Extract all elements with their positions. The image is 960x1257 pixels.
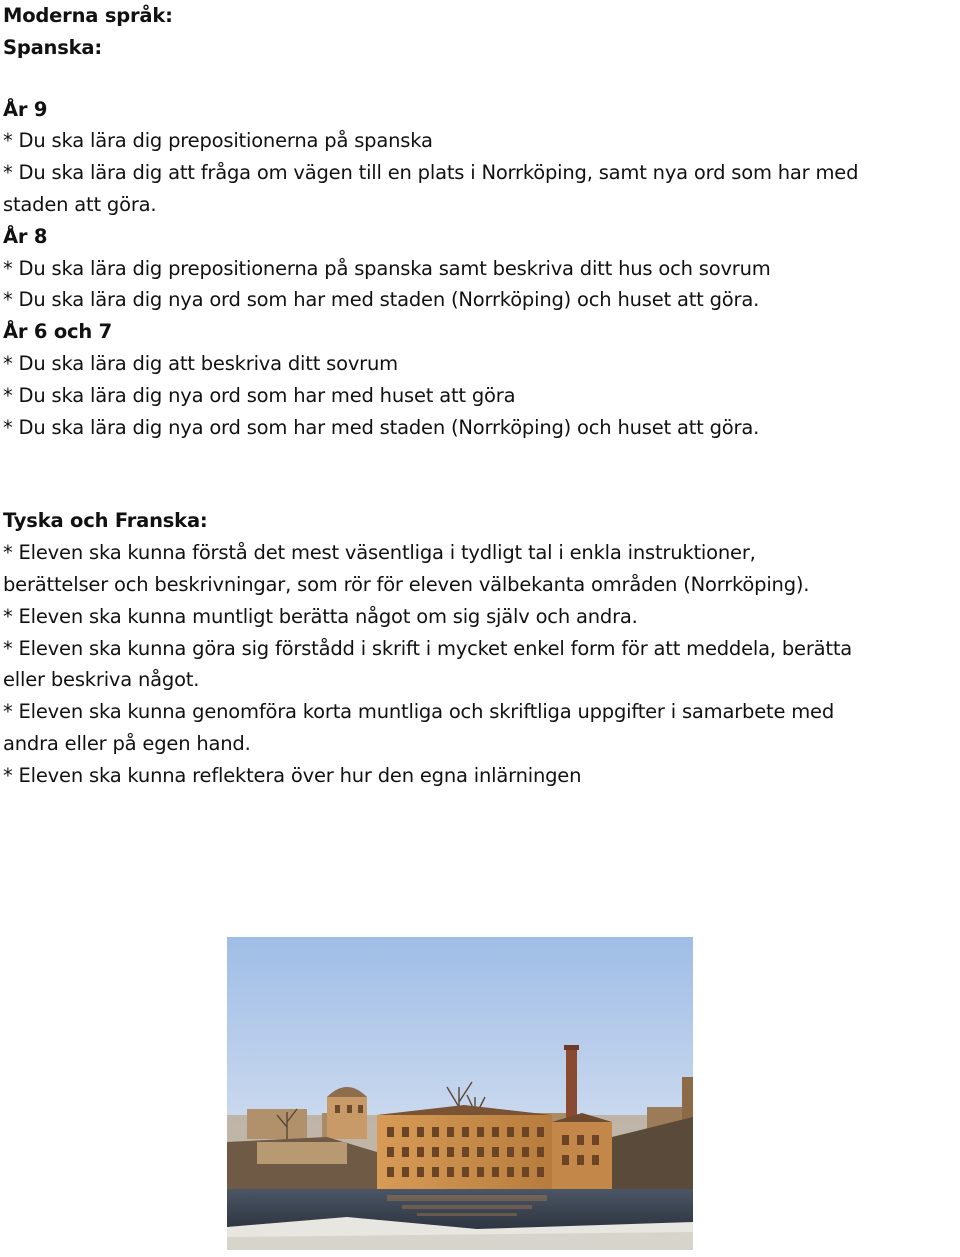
list-item: * Du ska lära dig prepositionerna på spanska samt beskriva ditt hus och sovrum — [3, 256, 771, 280]
photo-illustration — [227, 937, 693, 1250]
subsection-title-german-french: Tyska och Franska: — [3, 509, 208, 533]
left-building — [257, 1142, 347, 1164]
year-heading-6-7: År 6 och 7 — [3, 320, 113, 344]
section-title-modern-languages: Moderna språk: — [3, 4, 173, 27]
year-heading-8: År 8 — [3, 224, 48, 248]
list-item: * Du ska lära dig nya ord som har med staden (Norrköping) och huset att göra. — [3, 415, 760, 439]
list-item: * Eleven ska kunna muntligt berätta något om sig själv och andra. — [3, 604, 638, 628]
list-item: * Eleven ska kunna reflektera över hur den egna inlärningen — [3, 763, 582, 787]
main-factory — [377, 1105, 612, 1193]
year-heading-9: År 9 — [3, 97, 48, 121]
list-item-continuation: eller beskriva något. — [3, 668, 200, 692]
list-item: * Du ska lära dig nya ord som har med staden (Norrköping) och huset att göra. — [3, 288, 760, 312]
chimney-top — [564, 1045, 579, 1050]
list-item-continuation: staden att göra. — [3, 192, 157, 216]
norrkoping-photo — [227, 937, 693, 1250]
list-item: * Eleven ska kunna göra sig förstådd i skrift i mycket enkel form för att meddela, berätta — [3, 636, 853, 660]
list-item: * Eleven ska kunna genomföra korta muntliga och skriftliga uppgifter i samarbete med — [3, 700, 835, 724]
domed-building — [327, 1087, 367, 1139]
list-item: * Du ska lära dig prepositionerna på spanska — [3, 129, 433, 153]
list-item: * Du ska lära dig att fråga om vägen till en plats i Norrköping, samt nya ord som har med — [3, 161, 859, 185]
document — [3, 0, 958, 792]
list-item-continuation: andra eller på egen hand. — [3, 731, 251, 755]
list-item: * Du ska lära dig att beskriva ditt sovrum — [3, 351, 398, 375]
spacer — [3, 64, 958, 94]
list-item: * Eleven ska kunna förstå det mest väsentliga i tydligt tal i enkla instruktioner, — [3, 541, 756, 565]
list-item: * Du ska lära dig nya ord som har med huset att göra — [3, 383, 516, 407]
spacer — [3, 443, 958, 505]
subsection-title-spanish: Spanska: — [3, 35, 102, 59]
list-item-continuation: berättelser och beskrivningar, som rör för eleven välbekanta områden (Norrköping). — [3, 572, 810, 596]
